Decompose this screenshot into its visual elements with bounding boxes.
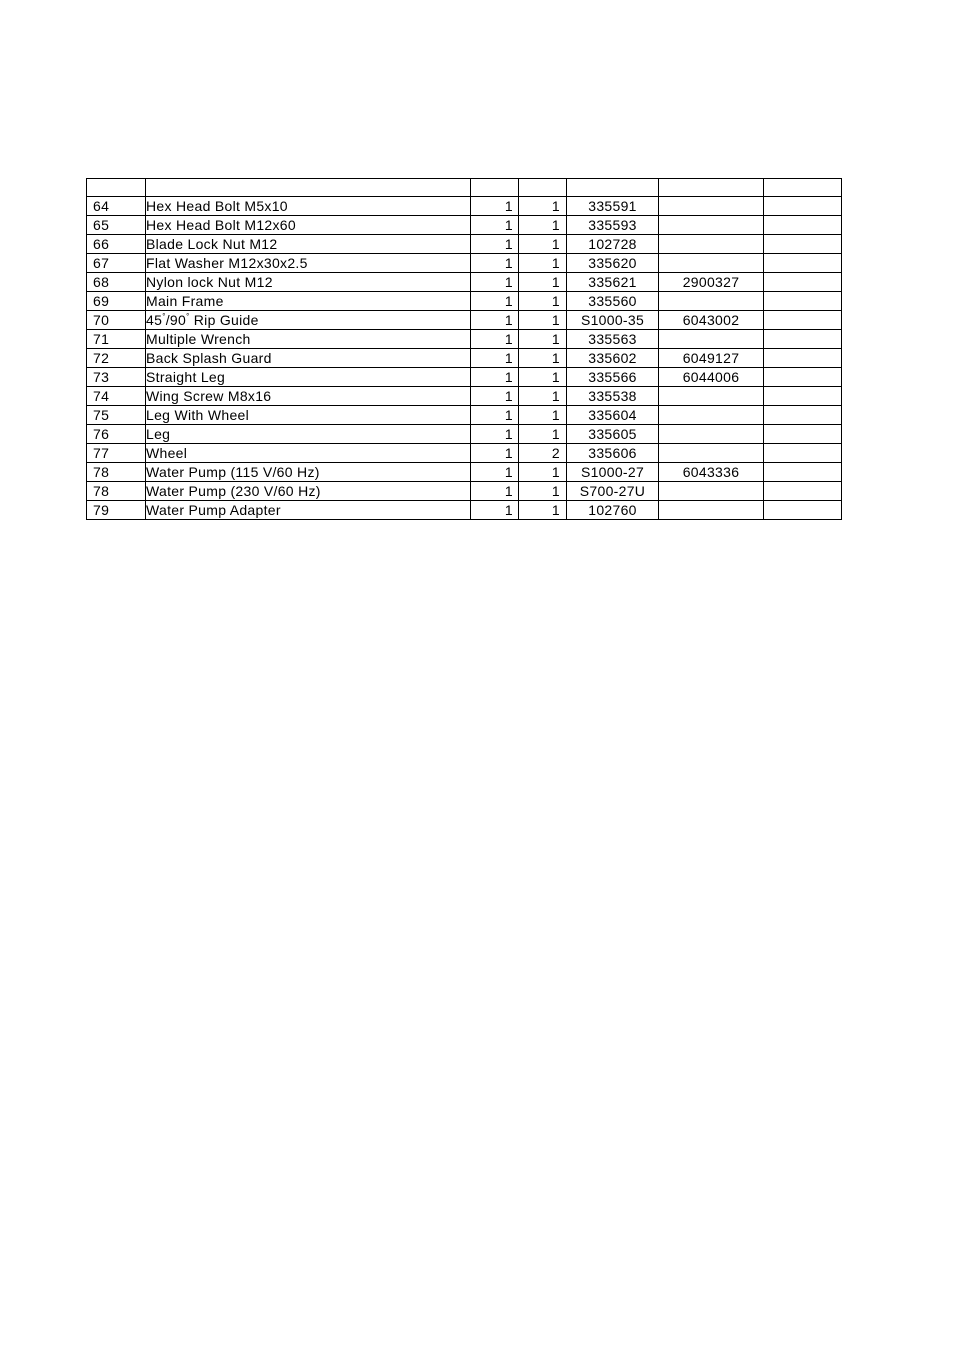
- table-row: [87, 387, 842, 406]
- item-qty-2: 1: [519, 330, 567, 349]
- table-row: [87, 463, 842, 482]
- degree-symbol: °: [162, 312, 166, 321]
- item-qty-1: 1: [471, 330, 519, 349]
- table-row: [87, 501, 842, 520]
- item-alt-part-number: [659, 330, 764, 349]
- item-qty-1: 1: [471, 501, 519, 520]
- header-cell: [764, 179, 842, 197]
- item-extra: [764, 349, 842, 368]
- item-alt-part-number: 6043002: [659, 311, 764, 330]
- item-qty-1: 1: [471, 235, 519, 254]
- header-cell: [659, 179, 764, 197]
- item-extra: [764, 197, 842, 216]
- item-extra: [764, 292, 842, 311]
- item-qty-2: 1: [519, 254, 567, 273]
- item-number: 73: [87, 368, 146, 387]
- item-part-number: 335566: [567, 368, 659, 387]
- item-qty-1: 1: [471, 292, 519, 311]
- item-qty-2: 1: [519, 406, 567, 425]
- item-number: 65: [87, 216, 146, 235]
- table-row: [87, 425, 842, 444]
- item-number: 67: [87, 254, 146, 273]
- item-extra: [764, 482, 842, 501]
- item-part-number: 335538: [567, 387, 659, 406]
- item-extra: [764, 425, 842, 444]
- item-part-number: 335621: [567, 273, 659, 292]
- item-number: 74: [87, 387, 146, 406]
- item-alt-part-number: 6043336: [659, 463, 764, 482]
- header-cell: [567, 179, 659, 197]
- item-qty-2: 1: [519, 482, 567, 501]
- item-description: Main Frame: [146, 292, 471, 311]
- item-number: 78: [87, 463, 146, 482]
- item-part-number: 335602: [567, 349, 659, 368]
- item-alt-part-number: [659, 425, 764, 444]
- item-qty-2: 1: [519, 349, 567, 368]
- table-row: [87, 368, 842, 387]
- item-description: Water Pump Adapter: [146, 501, 471, 520]
- item-description: Multiple Wrench: [146, 330, 471, 349]
- item-extra: [764, 368, 842, 387]
- item-number: 78: [87, 482, 146, 501]
- item-number: 75: [87, 406, 146, 425]
- item-number: 77: [87, 444, 146, 463]
- item-extra: [764, 387, 842, 406]
- table-row: [87, 330, 842, 349]
- item-description: Leg With Wheel: [146, 406, 471, 425]
- header-cell: [519, 179, 567, 197]
- item-number: 68: [87, 273, 146, 292]
- item-part-number: S1000-27: [567, 463, 659, 482]
- item-qty-2: 1: [519, 235, 567, 254]
- item-qty-1: 1: [471, 273, 519, 292]
- item-extra: [764, 463, 842, 482]
- item-extra: [764, 254, 842, 273]
- item-description: Straight Leg: [146, 368, 471, 387]
- item-part-number: 335604: [567, 406, 659, 425]
- item-alt-part-number: [659, 292, 764, 311]
- item-description: Hex Head Bolt M5x10: [146, 197, 471, 216]
- item-extra: [764, 311, 842, 330]
- item-extra: [764, 444, 842, 463]
- item-qty-2: 1: [519, 463, 567, 482]
- header-cell: [87, 179, 146, 197]
- item-part-number: 335593: [567, 216, 659, 235]
- item-extra: [764, 216, 842, 235]
- degree-symbol: °: [186, 312, 190, 321]
- item-description: Leg: [146, 425, 471, 444]
- angle-value-2: /90: [165, 312, 187, 328]
- item-qty-1: 1: [471, 216, 519, 235]
- item-part-number: 335591: [567, 197, 659, 216]
- table-row: [87, 444, 842, 463]
- item-alt-part-number: 6049127: [659, 349, 764, 368]
- item-number: 70: [87, 311, 146, 330]
- item-number: 76: [87, 425, 146, 444]
- item-alt-part-number: [659, 444, 764, 463]
- item-description: Wing Screw M8x16: [146, 387, 471, 406]
- item-alt-part-number: [659, 216, 764, 235]
- item-part-number: S1000-35: [567, 311, 659, 330]
- item-part-number: 335620: [567, 254, 659, 273]
- header-cell: [146, 179, 471, 197]
- item-alt-part-number: [659, 501, 764, 520]
- item-number: 79: [87, 501, 146, 520]
- item-qty-1: 1: [471, 387, 519, 406]
- item-extra: [764, 273, 842, 292]
- description-suffix: Rip Guide: [189, 312, 259, 328]
- item-description: Wheel: [146, 444, 471, 463]
- item-alt-part-number: [659, 197, 764, 216]
- table-row: [87, 197, 842, 216]
- item-part-number: S700-27U: [567, 482, 659, 501]
- table-row: [87, 349, 842, 368]
- item-extra: [764, 406, 842, 425]
- item-description: Water Pump (230 V/60 Hz): [146, 482, 471, 501]
- table-row: [87, 482, 842, 501]
- item-qty-2: 1: [519, 387, 567, 406]
- table-header-row: [87, 179, 842, 197]
- item-qty-1: 1: [471, 425, 519, 444]
- item-part-number: 335606: [567, 444, 659, 463]
- header-cell: [471, 179, 519, 197]
- item-qty-2: 1: [519, 311, 567, 330]
- item-qty-1: 1: [471, 254, 519, 273]
- item-qty-1: 1: [471, 197, 519, 216]
- item-alt-part-number: 2900327: [659, 273, 764, 292]
- item-qty-2: 1: [519, 197, 567, 216]
- item-description: Nylon lock Nut M12: [146, 273, 471, 292]
- item-extra: [764, 235, 842, 254]
- item-qty-1: 1: [471, 368, 519, 387]
- table-row: [87, 406, 842, 425]
- item-qty-2: 2: [519, 444, 567, 463]
- item-description: Back Splash Guard: [146, 349, 471, 368]
- item-description: Flat Washer M12x30x2.5: [146, 254, 471, 273]
- item-qty-1: 1: [471, 349, 519, 368]
- item-alt-part-number: [659, 406, 764, 425]
- item-qty-2: 1: [519, 292, 567, 311]
- item-qty-1: 1: [471, 406, 519, 425]
- table-row: [87, 216, 842, 235]
- item-description: Blade Lock Nut M12: [146, 235, 471, 254]
- item-part-number: 102728: [567, 235, 659, 254]
- item-qty-1: 1: [471, 444, 519, 463]
- item-description: Hex Head Bolt M12x60: [146, 216, 471, 235]
- item-part-number: 335605: [567, 425, 659, 444]
- item-part-number: 102760: [567, 501, 659, 520]
- table-row: [87, 292, 842, 311]
- item-qty-2: 1: [519, 216, 567, 235]
- item-extra: [764, 330, 842, 349]
- item-number: 71: [87, 330, 146, 349]
- angle-value-1: 45: [146, 312, 163, 328]
- table-row: [87, 254, 842, 273]
- item-alt-part-number: [659, 482, 764, 501]
- item-alt-part-number: 6044006: [659, 368, 764, 387]
- table-row: [87, 235, 842, 254]
- item-part-number: 335560: [567, 292, 659, 311]
- table-row: [87, 311, 842, 330]
- item-number: 69: [87, 292, 146, 311]
- item-alt-part-number: [659, 235, 764, 254]
- item-part-number: 335563: [567, 330, 659, 349]
- item-qty-1: 1: [471, 482, 519, 501]
- parts-list-table: [86, 178, 842, 520]
- item-number: 66: [87, 235, 146, 254]
- item-description: [146, 311, 471, 330]
- item-alt-part-number: [659, 387, 764, 406]
- item-description: Water Pump (115 V/60 Hz): [146, 463, 471, 482]
- item-qty-1: 1: [471, 463, 519, 482]
- item-qty-2: 1: [519, 273, 567, 292]
- item-qty-2: 1: [519, 425, 567, 444]
- item-number: 72: [87, 349, 146, 368]
- item-qty-2: 1: [519, 368, 567, 387]
- item-number: 64: [87, 197, 146, 216]
- item-qty-1: 1: [471, 311, 519, 330]
- item-extra: [764, 501, 842, 520]
- table-row: [87, 273, 842, 292]
- item-qty-2: 1: [519, 501, 567, 520]
- item-alt-part-number: [659, 254, 764, 273]
